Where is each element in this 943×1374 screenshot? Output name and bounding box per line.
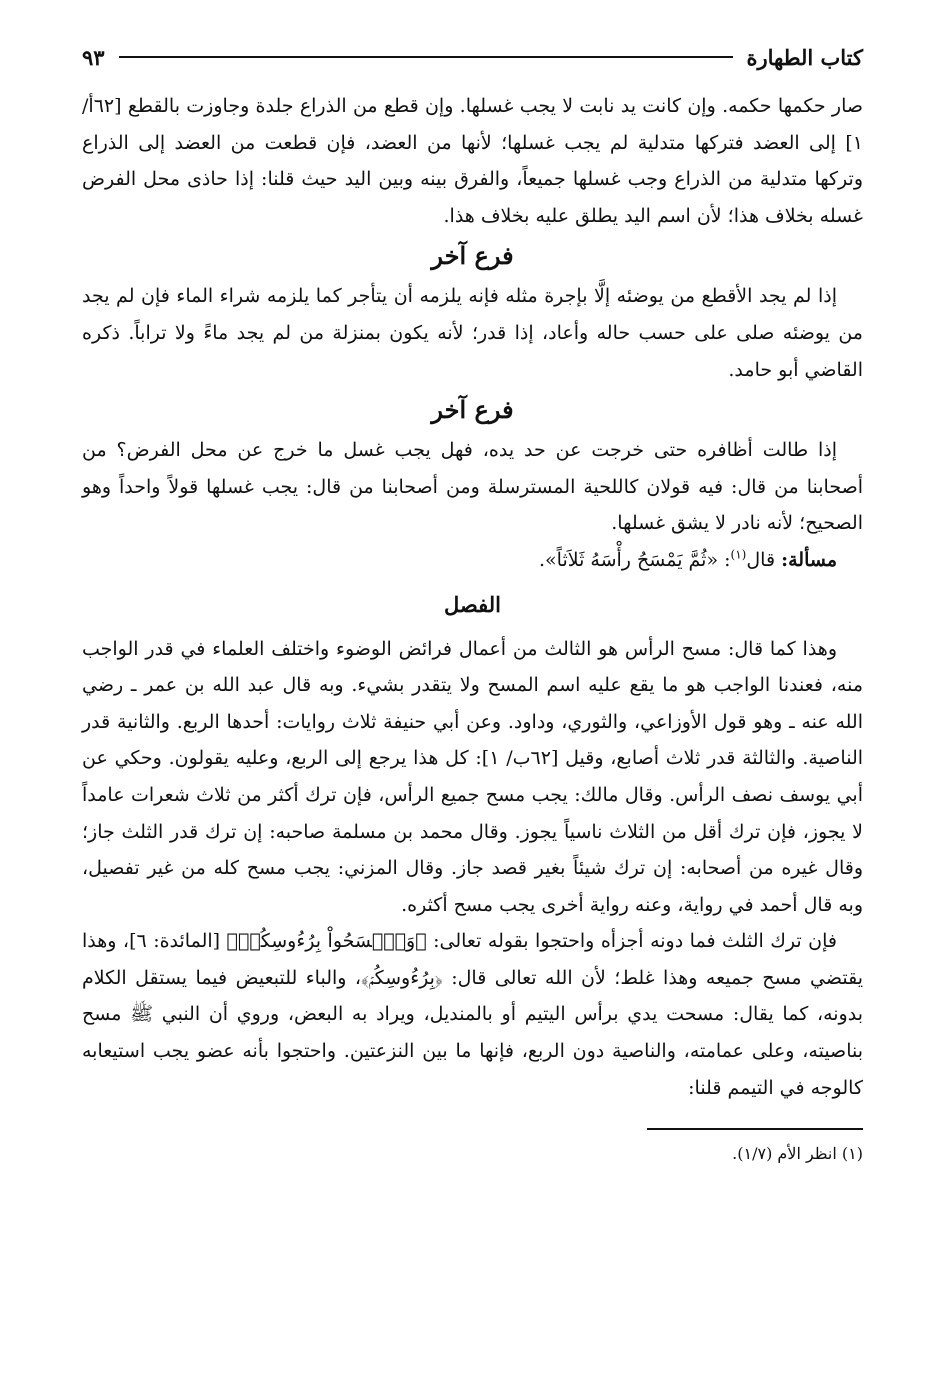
masala-line <box>82 542 863 579</box>
footnote-rule <box>647 1128 863 1130</box>
paragraph-3: إذا طالت أظافره حتى خرجت عن حد يده، فهل يجب غسل ما خرج عن محل الفرض؟ من أصحابنا من قال: فيه قولان كاللحية المسترسلة ومن أصحابنا من قال: يجب غسلها قولاً واحداً وهو الصحيح؛ لأنه نادر لا يشق غسلها. <box>82 439 863 535</box>
masala-quote: : «ثُمَّ يَمْسَحُ رأْسَهُ ثَلاَثاً». <box>539 548 731 571</box>
masala-label: مسألة: <box>781 548 837 571</box>
footnote-marker: (١) <box>730 547 747 562</box>
running-title: كتاب الطهارة <box>746 44 863 70</box>
page-number: ٩٣ <box>82 44 105 70</box>
section-heading-2: فرع آخر <box>431 395 514 425</box>
body-text <box>82 88 863 1106</box>
paragraph-5: فإن ترك الثلث فما دونه أجزأه واحتجوا بقوله تعالى: ﴿وَٱمۡسَحُواْ بِرُءُوسِكُمۡ﴾ [المائدة: ٦]، وهذا يقتضي مسح جميعه وهذا غلط؛ لأن الله تعالى قال: ﴿بِرُءُوسِكُمۡ﴾، والباء للتبعيض فيما يستقل الكلام بدونه، كما يقال: مسحت يدي برأس اليتيم أو بالمنديل، ويراد به البعض، وروي أن النبي ﷺ مسح بناصيته، وعلى عمامته، والناصية دون الربع، فإنها ما بين النزعتين. واحتجوا بأنه عضو يجب استيعابه كالوجه في التيمم قلنا: <box>82 930 863 1099</box>
masala-text: قال <box>746 548 776 571</box>
section-heading-1: فرع آخر <box>431 241 514 271</box>
header-rule <box>119 56 733 58</box>
section-heading-3: الفصل <box>444 591 501 617</box>
footnote: (١) انظر الأم (١/٧). <box>732 1144 863 1164</box>
paragraph-2: إذا لم يجد الأقطع من يوضئه إلَّا بإجرة مثله فإنه يلزمه أن يتأجر كما يلزمه شراء الماء فإن لم يجد من يوضئه صلى على حسب حاله وأعاد، إذا قدر؛ لأنه يكون بمنزلة من لم يجد ماءً ولا تراباً. ذكره القاضي أبو حامد. <box>82 285 863 381</box>
paragraph-4: وهذا كما قال: مسح الرأس هو الثالث من أعمال فرائض الوضوء واختلف العلماء في قدر الواجب منه، فعندنا الواجب هو ما يقع عليه اسم المسح ولا يتقدر بشيء. وبه قال عبد الله بن عمر ـ رضي الله عنه ـ وهو قول الأوزاعي، والثوري، وداود. وعن أبي حنيفة ثلاث روايات: أحدها الربع. والثانية قدر الناصية. والثالثة قدر ثلاث أصابع، وقيل [٦٢ب/ ١]: كل هذا يرجع إلى الربع، وعليه يقولون. وحكي عن أبي يوسف نصف الرأس. وقال مالك: يجب مسح جميع الرأس، فإن ترك أكثر من ثلاث شعرات عامداً لا يجوز، فإن ترك أقل من الثلاث ناسياً يجوز. وقال محمد بن مسلمة صاحبه: إن ترك قدر الثلث جاز؛ وقال غيره من أصحابه: إن ترك شيئاً بغير قصد جاز. وقال المزني: يجب مسح كله من غير تفصيل، وبه قال أحمد في رواية، وعنه رواية أخرى يجب مسح أكثره. <box>82 637 864 916</box>
page-header <box>82 40 863 74</box>
paragraph-1: صار حكمها حكمه. وإن كانت يد نابت لا يجب غسلها. وإن قطع من الذراع جلدة وجاوزت بالقطع [٦٢أ/ ١] إلى العضد فتركها متدلية لم يجب غسلها؛ لأنها من العضد، فإن قطعت من العضد إلى الذراع وتركها متدلية من الذراع وجب غسلها جميعاً، والفرق بينه وبين اليد حيث قلنا: إذا حاذى محل الفرض غسله بخلاف هذا؛ لأن اسم اليد يطلق عليه بخلاف هذا. <box>82 95 863 227</box>
